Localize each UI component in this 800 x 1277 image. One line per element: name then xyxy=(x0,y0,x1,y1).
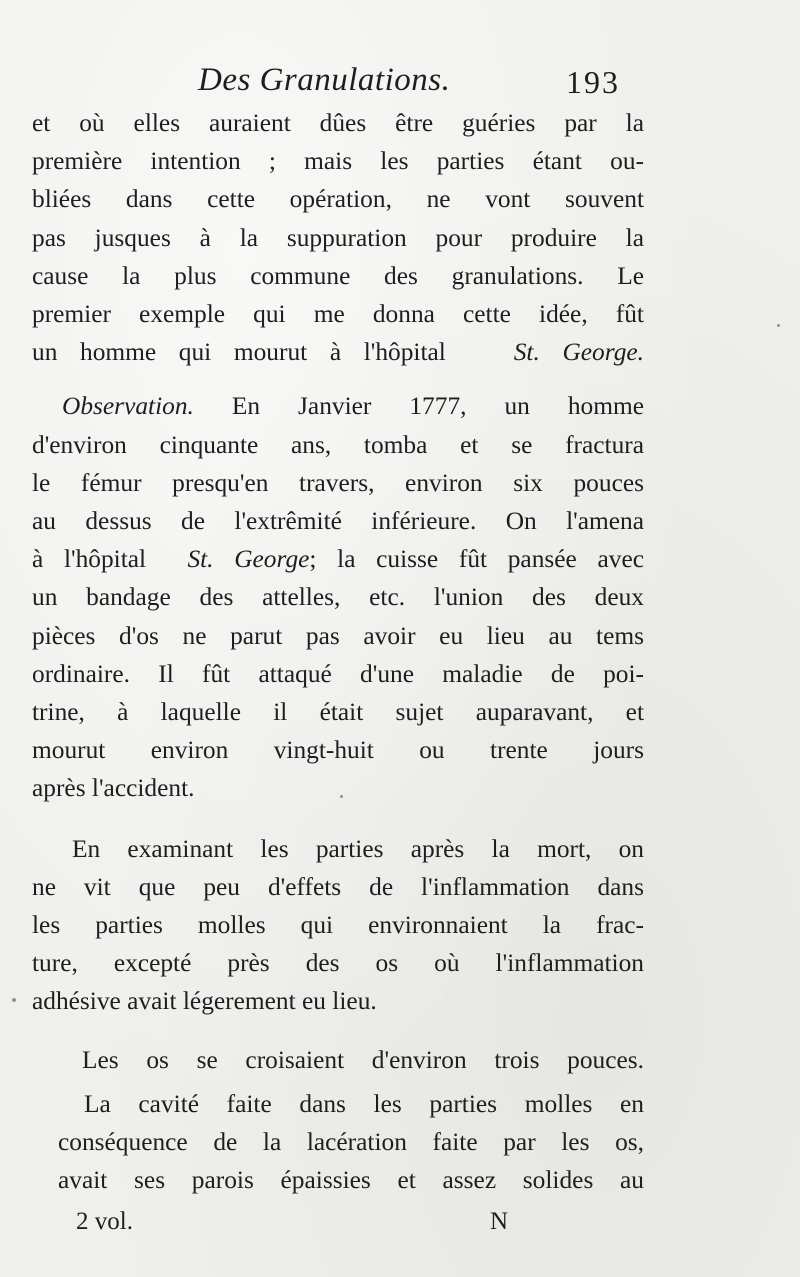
text-line: avait ses parois épaissies et assez solides au xyxy=(58,1166,644,1195)
text-line: les parties molles qui environnaient la frac- xyxy=(32,911,644,940)
text-line: pièces d'os ne parut pas avoir eu lieu au tems xyxy=(32,621,644,650)
italic-place-name: St. George xyxy=(187,545,310,574)
text-line: au dessus de l'extrêmité inférieure. On l'amena xyxy=(32,507,644,536)
paragraph-3 xyxy=(32,830,644,1021)
ink-speck xyxy=(12,998,16,1002)
text-line: le fémur presqu'en travers, environ six pouces xyxy=(32,468,644,497)
text-line: conséquence de la lacération faite par les os, xyxy=(58,1128,644,1157)
text-line: ture, excepté près des os où l'inflammation xyxy=(32,949,644,978)
text-line: ordinaire. Il fût attaqué d'une maladie de poi- xyxy=(32,659,644,688)
text-line: trine, à laquelle il était sujet auparavant, et xyxy=(32,698,644,727)
text-line: En examinant les parties après la mort, on xyxy=(72,834,644,863)
volume-marker: 2 vol. xyxy=(76,1208,133,1235)
text-line: premier exemple qui me donna cette idée, fût xyxy=(32,300,644,329)
paragraph-1 xyxy=(32,104,644,371)
ink-speck xyxy=(340,795,343,798)
text-line: d'environ cinquante ans, tomba et se fractura xyxy=(32,430,644,459)
text-line xyxy=(32,540,644,578)
text-fragment: En Janvier 1777, un homme xyxy=(193,392,644,421)
text-line: première intention ; mais les parties étant ou- xyxy=(32,147,644,176)
page-number: 193 xyxy=(566,64,620,100)
paragraph-5 xyxy=(32,1085,644,1200)
running-title: Des Granulations. xyxy=(198,62,451,98)
text-fragment: à l'hôpital xyxy=(32,545,147,574)
text-line: Les os se croisaient d'environ trois pouces. xyxy=(82,1045,644,1074)
text-line: cause la plus commune des granulations. Le xyxy=(32,261,644,290)
ink-speck xyxy=(777,324,780,327)
text-line: La cavité faite dans les parties molles en xyxy=(84,1089,644,1118)
body-text xyxy=(32,104,644,1199)
observation-label: Observation. xyxy=(62,392,194,421)
text-line: pas jusques à la suppuration pour produire la xyxy=(32,223,644,252)
text-fragment: un homme qui mourut à l'hôpital xyxy=(32,338,446,367)
paragraph-4 xyxy=(32,1041,644,1079)
signature-mark: N xyxy=(490,1208,509,1235)
text-fragment: ; la cuisse fût pansée avec xyxy=(309,545,644,574)
page-footer xyxy=(0,1208,800,1248)
text-line: après l'accident. xyxy=(32,774,195,803)
text-line xyxy=(32,333,644,371)
text-line: mourut environ vingt-huit ou trente jours xyxy=(32,736,644,765)
text-line: et où elles auraient dûes être guéries par la xyxy=(32,109,644,137)
text-line: un bandage des attelles, etc. l'union des deux xyxy=(32,583,644,612)
paragraph-2 xyxy=(32,387,644,807)
italic-place-name: St. George. xyxy=(513,338,645,367)
text-line xyxy=(32,387,644,425)
text-line: ne vit que peu d'effets de l'inflammation dans xyxy=(32,872,644,901)
text-line: adhésive avait légerement eu lieu. xyxy=(32,987,377,1016)
text-line: bliées dans cette opération, ne vont souvent xyxy=(32,185,644,214)
